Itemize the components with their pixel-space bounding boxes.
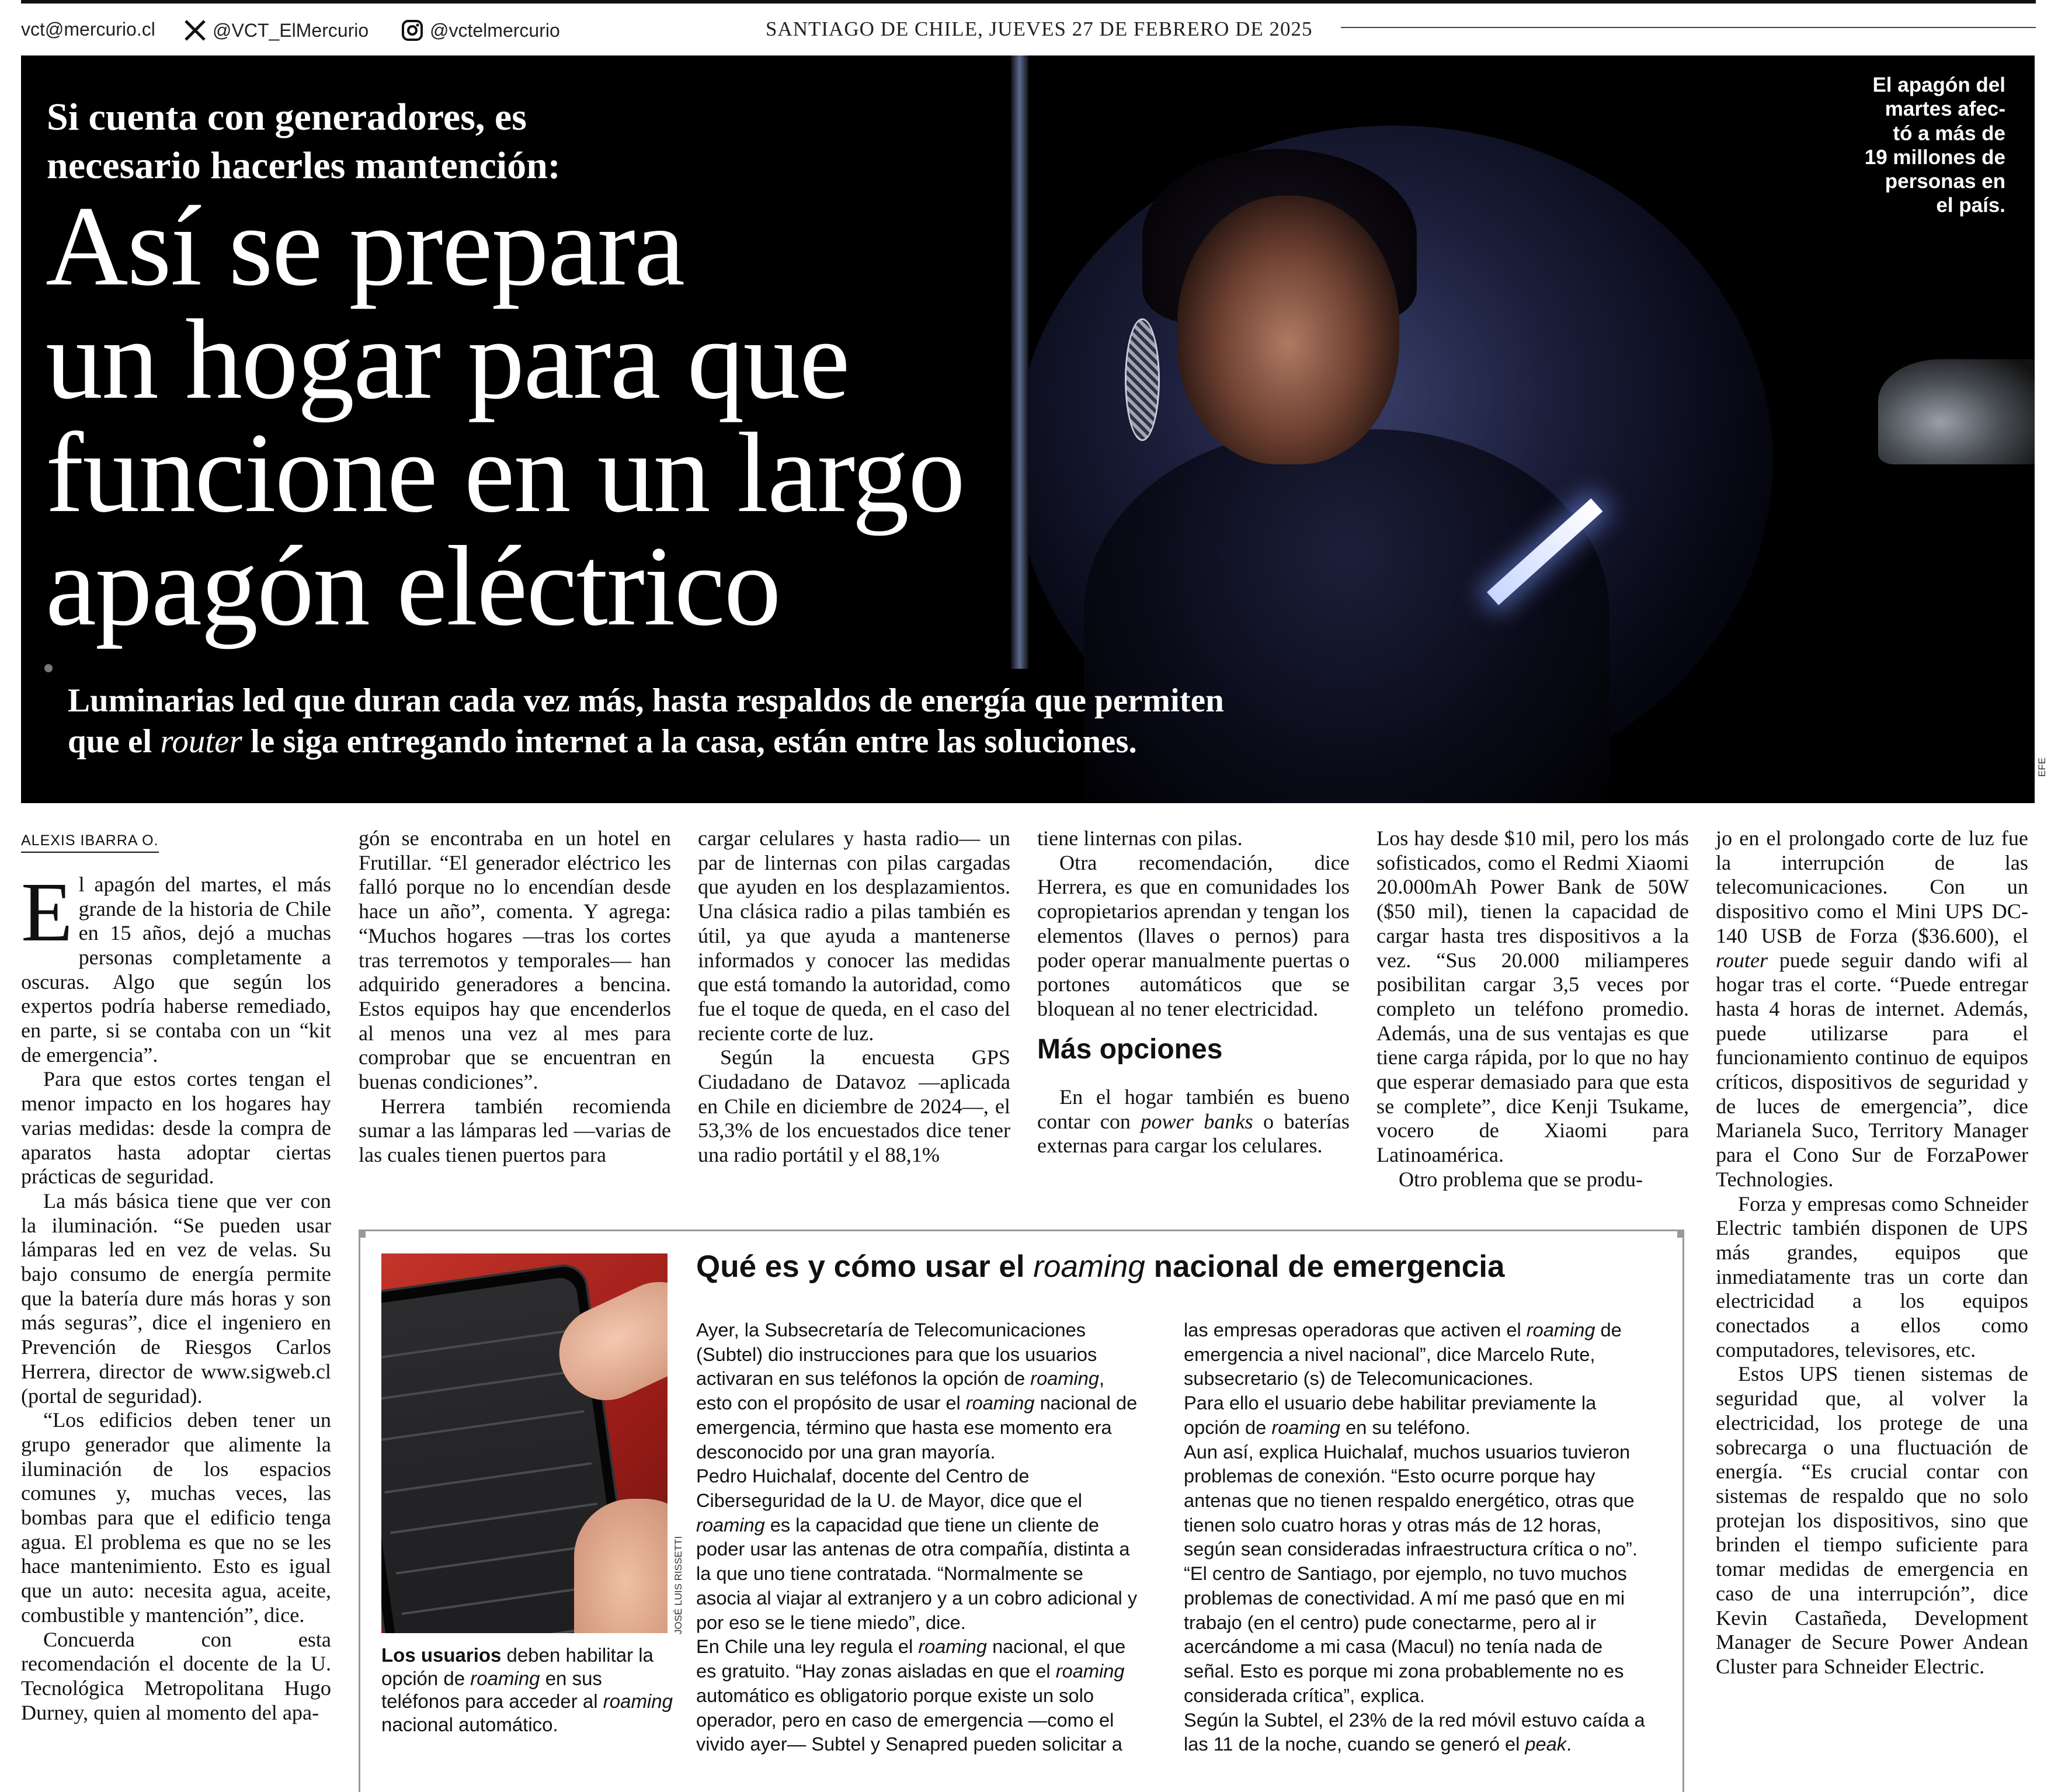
article-paragraph: Concuerda con esta recomendación el docente de la U. Tecnológica Metropolitana Hugo Durney, quien al momento del apa- xyxy=(21,1627,331,1724)
article-paragraph: Herrera también recomienda sumar a las lámparas led —varias de las cuales tienen puertos para xyxy=(359,1094,671,1167)
headline: Así se prepara un hogar para que funcione en un largo apagón eléctrico xyxy=(46,183,964,650)
byline: ALEXIS IBARRA O. xyxy=(21,832,159,853)
sidebar-paragraph: Para ello el usuario debe habilitar previamente la opción de roaming en su teléfono. xyxy=(1184,1392,1597,1438)
sidebar-paragraph: Según la Subtel, el 23% de la red móvil estuvo caída a las 11 de la noche, cuando se generó el peak. xyxy=(1184,1708,1645,1755)
kicker: Si cuenta con generadores, es necesario hacerles mantención: xyxy=(47,96,561,187)
sidebar-photo xyxy=(381,1253,668,1633)
roaming-sidebar-box xyxy=(359,1230,1684,1792)
deck: Luminarias led que duran cada vez más, hasta respaldos de energía que permiten que el router le siga entregando internet a la casa, están entre las soluciones. xyxy=(68,682,1224,760)
article-paragraph: gón se encontraba en un hotel en Frutillar. “El generador eléctrico les falló porque no lo encendían desde hace un año”, comenta. Y agrega: “Muchos hogares —tras los cortes tras terremotos y temporales— han adquirido generadores a bencina. Estos equipos hay que encenderlos al menos una vez al mes para comprobar que se encuentran en buenas condiciones”. xyxy=(359,826,671,1094)
article-paragraph: Para que estos cortes tengan el menor impacto en los hogares hay varias medidas: desde la compra de aparatos hasta adoptar ciertas prácticas de seguridad. xyxy=(21,1067,331,1189)
masthead-bar xyxy=(21,0,2036,51)
sidebar-paragraph: Pedro Huichalaf, docente del Centro de Ciberseguridad de la U. de Mayor, dice que el roaming es la capacidad que tiene un cliente de poder usar las antenas de otra compañía, distinta a la que uno tiene contratada. “Normalmente se asocia al viajar al extranjero y a un cobro adicional y por eso se le tiene miedo”, dice. xyxy=(696,1465,1138,1633)
sidebar-column-left xyxy=(696,1318,1141,1756)
article-paragraph: “Los edificios deben tener un grupo generador que alimente la iluminación de los espacios comunes y, muchas veces, las bombas para que el edificio tenga agua. El problema es que no se les hace mantenimiento. Esto es igual que un auto: necesita agua, aceite, combustible y mantención”, dice. xyxy=(21,1408,331,1627)
hero-photo-block xyxy=(21,55,2035,803)
x-logo-icon xyxy=(183,19,207,42)
contact-email[interactable]: vct@mercurio.cl xyxy=(21,19,155,40)
dateline: SANTIAGO DE CHILE, JUEVES 27 DE FEBRERO DE 2025 xyxy=(766,18,1313,40)
article-paragraph: En el hogar también es bueno contar con power banks o baterías externas para cargar los celulares. xyxy=(1037,1085,1350,1158)
sidebar-paragraph: las empresas operadoras que activen el roaming de emergencia a nivel nacional”, dice Marcelo Rute, subsecretario (s) de Telecomunicaciones. xyxy=(1184,1319,1622,1390)
contact-x[interactable]: @VCT_ElMercurio xyxy=(183,19,369,42)
screen-row xyxy=(384,1462,592,1494)
screen-row xyxy=(381,1329,573,1361)
article-paragraph: Según la encuesta GPS Ciudadano de Datavoz —aplicada en Chile en diciembre de 2024—, el 53,3% de los encuestados dice tener una radio portátil y el 88,1% xyxy=(698,1046,1010,1167)
sidebar-column-right xyxy=(1184,1318,1651,1756)
dropcap: E xyxy=(21,865,73,959)
article-paragraph: Otro problema que se produ- xyxy=(1399,1167,1643,1191)
screen-row xyxy=(396,1543,603,1575)
sidebar-photo-credit: JOSÉ LUIS RISSETTI xyxy=(673,1536,684,1634)
article-paragraph: cargar celulares y hasta radio— un par de linternas con pilas cargadas que ayuden en los desplazamientos. Una clásica radio a pilas también es útil, ya que ayuda a mantenerse informados y conocer las medidas que está tomando la autoridad, como fue el toque de queda, en el caso del reciente corte de luz. xyxy=(698,826,1010,1045)
subhead-mas-opciones: Más opciones xyxy=(1037,1033,1223,1065)
article-column-5 xyxy=(1376,826,1689,1192)
article-paragraph: Otra recomendación, dice Herrera, es que en comunidades los copropietarios aprendan y tengan los elementos (llaves o pernos) para poder operar manualmente puertas o portones automáticos que se bloquean al no tener electricidad. xyxy=(1037,850,1350,1020)
article-column-4 xyxy=(1037,826,1350,1158)
article-paragraph: Estos UPS tienen sistemas de seguridad que, al volver la electricidad, los protege de una sobrecarga o una fluctuación de energía. “Es crucial contar con sistemas de respaldo que no solo protejan los dispositivos, sino que brinden el tiempo suficiente para tomar medidas de emergencia en caso de una interrupción”, dice Kevin Castañeda, Development Manager de Secure Power Andean Cluster para Schneider Electric. xyxy=(1716,1362,2028,1678)
photo-caption: El apagón del martes afec- tó a más de 19 millones de personas en el país. xyxy=(1864,74,2005,217)
contact-instagram[interactable]: @vctelmercurio xyxy=(401,19,560,42)
box-corner xyxy=(1677,1230,1684,1238)
sidebar-paragraph: Aun así, explica Huichalaf, muchos usuarios tuvieron problemas de conexión. “Esto ocurre porque hay antenas que no tienen respaldo energético, otras que tienen solo cuatro horas y otras más de 12 horas, según sean consideradas infraestructura crítica o no”. xyxy=(1184,1440,1638,1560)
screen-row xyxy=(390,1503,597,1534)
hero-photo-earring xyxy=(1125,318,1160,441)
screen-row xyxy=(381,1370,579,1401)
hero-photo-person-face xyxy=(1177,196,1399,464)
article-paragraph: Los hay desde $10 mil, pero los más sofisticados, como el Redmi Xiaomi 20.000mAh Power Bank de 50W ($50 mil), tienen la capacidad de cargar hasta tres dispositivos a la vez. “Sus 20.000 miliamperes posibilitan cargar 3,5 veces por completo un teléfono promedio. Además, una de sus ventajas es que tiene carga rápida, por lo que no hay que esperar demasiado para que esta se complete”, dice Kenji Tsukame, vocero de Xiaomi para Latinoamérica. xyxy=(1376,826,1689,1167)
sidebar-photo-caption: Los usuarios deben habilitar la opción de roaming en sus teléfonos para acceder al roaming nacional automático. xyxy=(381,1644,673,1735)
article-paragraph: La más básica tiene que ver con la iluminación. “Se pueden usar lámparas led en vez de velas. Su bajo consumo de energía permite que la batería dure más horas y son más seguras”, dice el ingeniero en Prevención de Riesgos Carlos Herrera, director de www.sigweb.cl (portal de seguridad). xyxy=(21,1189,331,1408)
sidebar-paragraph: Ayer, la Subsecretaría de Telecomunicaciones (Subtel) dio instrucciones para que los usuarios activaran en sus teléfonos la opción de roaming, esto con el propósito de usar el roaming nacional de emergencia, término que hasta ese momento era desconocido por una gran mayoría. xyxy=(696,1319,1138,1463)
article-paragraph: Forza y empresas como Schneider Electric también disponen de UPS más grandes, equipos que inmediatamente tras un corte dan electricidad a los equipos conectados a ellos como computadores, televisores, etc. xyxy=(1716,1192,2028,1362)
instagram-icon xyxy=(401,19,424,42)
photo-credit: EFE xyxy=(2036,757,2047,777)
sidebar-photo-hand xyxy=(574,1499,668,1633)
article-paragraph: tiene linternas con pilas. xyxy=(1037,826,1243,850)
hero-photo-car xyxy=(1878,359,2035,464)
screen-row xyxy=(381,1410,585,1442)
deck-bullet xyxy=(44,664,53,672)
article-column-6 xyxy=(1716,826,2028,1679)
article-column-1 xyxy=(21,826,331,1725)
sidebar-title: Qué es y cómo usar el roaming nacional de emergencia xyxy=(696,1249,1505,1284)
sidebar-paragraph: “El centro de Santiago, por ejemplo, no tuvo muchos problemas de conectividad. A mí me pasó que en mi trabajo (en el centro) pude conectarme, pero al ir acercándome a mi casa (Macul) no tenía nada de señal. Esto es porque mi zona probablemente no es considerada crítica”, explica. xyxy=(1184,1562,1627,1706)
article-column-2 xyxy=(359,826,671,1168)
box-corner xyxy=(359,1230,366,1238)
article-paragraph: jo en el prolongado corte de luz fue la interrupción de las telecomunicaciones. Con un dispositivo como el Mini UPS DC-140 USB de Forza ($36.600), el router puede seguir dando wifi al hogar tras el corte. “Puede entregar hasta 4 horas de internet. Además, puede utilizarse para el funcionamiento continuo de equipos críticos, dispositivos de seguridad y de luces de emergencia”, dice Marianela Suco, Territory Manager para el Cono Sur de ForzaPower Technologies. xyxy=(1716,826,2028,1191)
sidebar-paragraph: En Chile una ley regula el roaming nacional, el que es gratuito. “Hay zonas aisladas en que el roaming automático es obligatorio porque existe un solo operador, pero en caso de emergencia —como el vivido ayer— Subtel y Senapred pueden solicitar a xyxy=(696,1635,1126,1755)
dateline-rule xyxy=(1341,27,2036,28)
article-paragraph: El apagón del martes, el más grande de la historia de Chile en 15 años, dejó a muchas personas completamente a oscuras. Algo que según los expertos podría haberse remediado, en parte, si se contaba con un “kit de emergencia”. xyxy=(21,865,331,1067)
article-column-3 xyxy=(698,826,1010,1168)
